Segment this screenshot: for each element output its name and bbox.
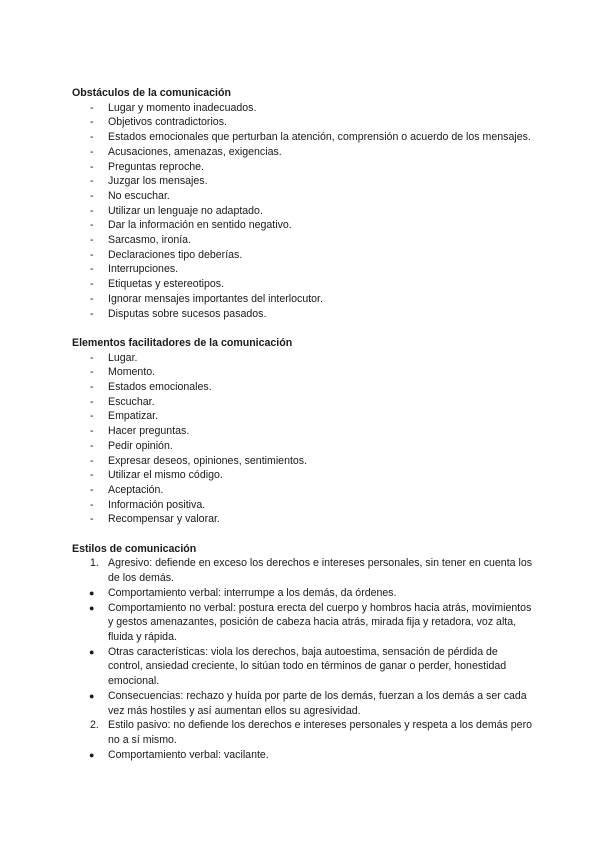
list-item	[72, 512, 532, 527]
bullet-item	[72, 689, 532, 718]
list-item	[72, 248, 532, 263]
list-item	[72, 204, 532, 219]
dash-marker: -	[90, 307, 94, 320]
dash-marker: -	[90, 498, 94, 511]
obstacles-section	[72, 86, 532, 321]
list-item	[72, 424, 532, 439]
facilitators-list	[72, 351, 532, 527]
bullet-item	[72, 586, 532, 601]
dash-marker: -	[90, 101, 94, 114]
bullet-item	[72, 645, 532, 689]
list-item	[72, 130, 532, 145]
bullet-marker: ●	[89, 646, 95, 657]
list-item	[72, 233, 532, 248]
list-item	[72, 189, 532, 204]
dash-marker: -	[90, 366, 94, 379]
obstacles-heading: Obstáculos de la comunicación	[72, 87, 231, 99]
dash-marker: -	[90, 189, 94, 202]
dash-marker: -	[90, 381, 94, 394]
list-item	[72, 395, 532, 410]
dash-marker: -	[90, 248, 94, 261]
list-item-text: Lugar.	[108, 351, 138, 364]
bullet-marker: ●	[89, 587, 95, 598]
numbered-item	[72, 556, 532, 585]
list-item-text: Sarcasmo, ironía.	[108, 234, 192, 247]
bullet-item	[72, 748, 532, 763]
list-item-text: Acusaciones, amenazas, exigencias.	[108, 145, 282, 158]
list-item	[72, 307, 532, 322]
dash-marker: -	[90, 278, 94, 291]
list-item	[72, 365, 532, 380]
document-page	[72, 86, 532, 762]
bullet-marker: ●	[89, 690, 95, 701]
obstacles-list	[72, 101, 532, 322]
list-item	[72, 380, 532, 395]
list-item-text: Dar la información en sentido negativo.	[108, 219, 292, 232]
dash-marker: -	[90, 439, 94, 452]
list-item-text: Utilizar el mismo código.	[108, 469, 223, 482]
list-item-text: Utilizar un lenguaje no adaptado.	[108, 204, 263, 217]
list-item	[72, 277, 532, 292]
bullet-marker: ●	[89, 602, 95, 613]
list-item	[72, 115, 532, 130]
styles-heading: Estilos de comunicación	[72, 542, 197, 555]
list-item	[72, 101, 532, 116]
list-item-text: Etiquetas y estereotipos.	[108, 278, 225, 291]
list-item	[72, 409, 532, 424]
list-item	[72, 498, 532, 513]
dash-marker: -	[90, 513, 94, 526]
list-item-text: Preguntas reproche.	[108, 160, 204, 173]
list-item	[72, 160, 532, 175]
list-item-text: Estados emocionales.	[108, 381, 212, 394]
list-item-text: Comportamiento no verbal: postura erecta del cuerpo y hombros hacia atrás, movimientos y gestos amenazantes, posición de cabeza hacia atrás, mirada fija y retadora, voz alta, fluida y rápida.	[108, 601, 532, 643]
dash-marker: -	[90, 116, 94, 129]
list-item-text: Comportamiento verbal: interrumpe a los demás, da órdenes.	[108, 586, 397, 599]
list-item-text: Lugar y momento inadecuados.	[108, 101, 257, 114]
list-item-text: Pedir opinión.	[108, 439, 173, 452]
facilitators-heading: Elementos facilitadores de la comunicación	[72, 336, 293, 349]
dash-marker: -	[90, 131, 94, 144]
dash-marker: -	[90, 454, 94, 467]
list-item-text: Aceptación.	[108, 483, 164, 496]
list-item-text: Disputas sobre sucesos pasados.	[108, 307, 267, 320]
styles-section	[72, 542, 532, 763]
list-item-text: Recompensar y valorar.	[108, 513, 220, 526]
list-item-text: Agresivo: defiende en exceso los derechos e intereses personales, sin tener en cuenta los de los demás.	[108, 557, 533, 585]
list-item	[72, 145, 532, 160]
list-item-text: Interrupciones.	[108, 263, 179, 276]
list-item-text: Información positiva.	[108, 498, 206, 511]
list-item-text: No escuchar.	[108, 189, 170, 202]
dash-marker: -	[90, 410, 94, 423]
dash-marker: -	[90, 469, 94, 482]
styles-list	[72, 556, 532, 762]
dash-marker: -	[90, 395, 94, 408]
list-item	[72, 292, 532, 307]
list-item	[72, 218, 532, 233]
bullet-item	[72, 601, 532, 645]
number-marker: 1.	[90, 557, 99, 570]
list-item-text: Juzgar los mensajes.	[108, 175, 208, 188]
list-item-text: Declaraciones tipo deberías.	[108, 248, 243, 261]
dash-marker: -	[90, 483, 94, 496]
number-marker: 2.	[90, 719, 99, 732]
list-item-text: Estados emocionales que perturban la atención, comprensión o acuerdo de los mensajes.	[108, 131, 531, 144]
dash-marker: -	[90, 292, 94, 305]
list-item-text: Escuchar.	[108, 395, 155, 408]
dash-marker: -	[90, 160, 94, 173]
dash-marker: -	[90, 425, 94, 438]
list-item	[72, 483, 532, 498]
list-item-text: Consecuencias: rechazo y huída por parte de los demás, fuerzan a los demás a ser cada vez más hostiles y así aumentan ellos su agresividad.	[108, 689, 527, 717]
list-item-text: Estilo pasivo: no defiende los derechos e intereses personales y respeta a los demás pero no a sí mismo.	[108, 719, 532, 746]
list-item	[72, 468, 532, 483]
facilitators-section	[72, 336, 532, 527]
dash-marker: -	[90, 175, 94, 188]
list-item-text: Momento.	[108, 366, 156, 379]
dash-marker: -	[90, 204, 94, 217]
list-item	[72, 439, 532, 454]
list-item-text: Expresar deseos, opiniones, sentimientos.	[108, 454, 308, 467]
dash-marker: -	[90, 351, 94, 364]
list-item	[72, 351, 532, 366]
list-item-text: Otras características: viola los derechos, baja autoestima, sensación de pérdida de control, ansiedad creciente, lo sitúan todo en términos de ganar o perder, honestidad emocional.	[108, 645, 507, 688]
dash-marker: -	[90, 145, 94, 158]
list-item	[72, 174, 532, 189]
list-item	[72, 262, 532, 277]
list-item-text: Empatizar.	[108, 410, 159, 423]
list-item-text: Comportamiento verbal: vacilante.	[108, 748, 269, 761]
dash-marker: -	[90, 234, 94, 247]
dash-marker: -	[90, 219, 94, 232]
list-item	[72, 454, 532, 469]
numbered-item	[72, 718, 532, 747]
list-item-text: Ignorar mensajes importantes del interlocutor.	[108, 292, 323, 305]
dash-marker: -	[90, 263, 94, 276]
list-item-text: Hacer preguntas.	[108, 425, 190, 438]
list-item-text: Objetivos contradictorios.	[108, 116, 227, 129]
bullet-marker: ●	[89, 749, 95, 760]
